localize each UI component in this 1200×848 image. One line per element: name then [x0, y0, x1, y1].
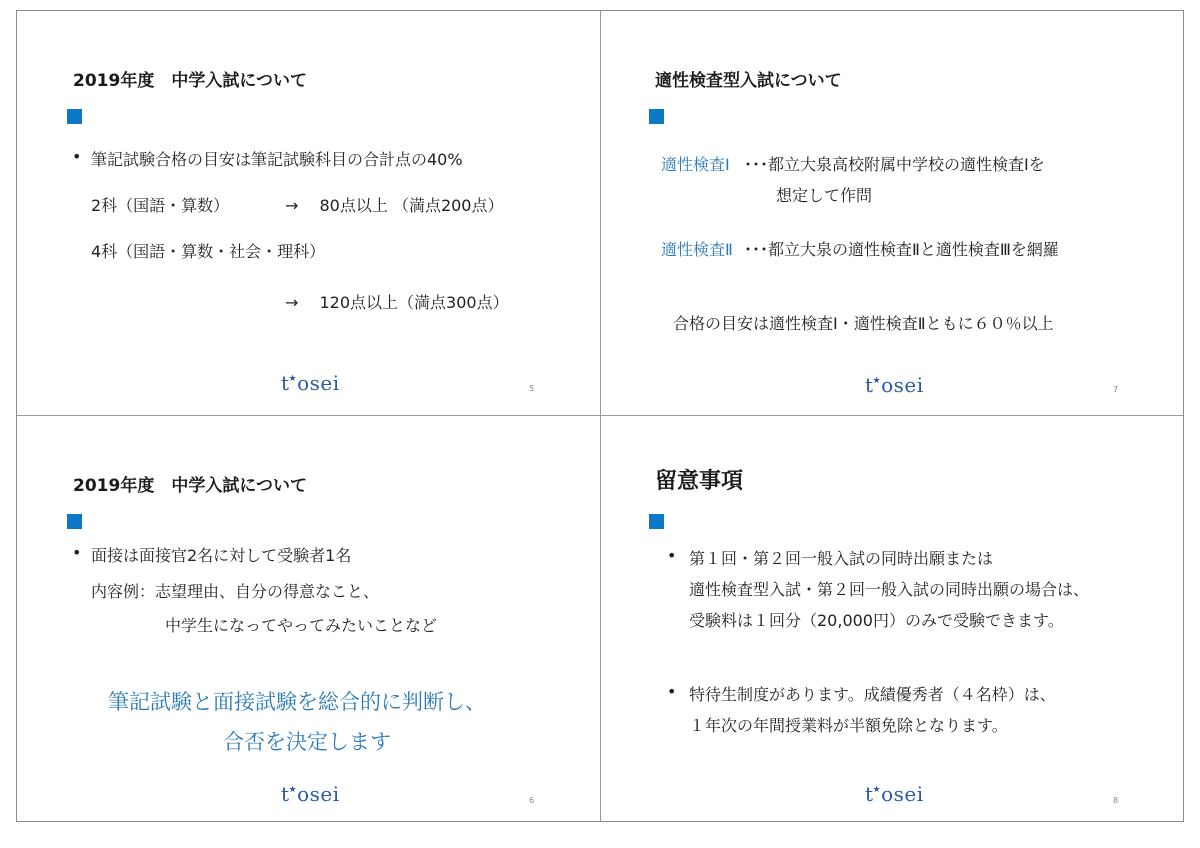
- bullet: •: [72, 543, 82, 562]
- tosei-logo: t★osei: [281, 371, 340, 395]
- text-line: 中学生になってやってみたいことなど: [165, 616, 438, 635]
- text-line: 筆記試験合格の目安は筆記試験科目の合計点の40%: [91, 150, 463, 169]
- text-line: 面接は面接官2名に対して受験者1名: [91, 546, 352, 565]
- bullet: •: [667, 682, 677, 701]
- star-icon: ★: [872, 376, 882, 386]
- text-line: 適性検査型入試・第２回一般入試の同時出願の場合は、: [689, 580, 1090, 599]
- accent-square: [67, 109, 82, 124]
- accent-square: [649, 514, 664, 529]
- accent-square: [649, 109, 664, 124]
- page-number: 8: [1113, 796, 1119, 805]
- slide-title: 留意事項: [655, 469, 744, 494]
- tosei-logo: t★osei: [865, 373, 924, 397]
- text-line: ･･･都立大泉の適性検査Ⅱと適性検査Ⅲを網羅: [744, 240, 1059, 259]
- conclusion-line: 筆記試験と面接試験を総合的に判断し、: [108, 690, 486, 714]
- page-number: 7: [1113, 385, 1119, 394]
- slide-title: 2019年度 中学入試について: [73, 476, 307, 496]
- text-line: 内容例：志望理由、自分の得意なこと、: [91, 582, 380, 601]
- star-icon: ★: [288, 374, 298, 384]
- slide-title: 適性検査型入試について: [655, 71, 842, 91]
- text-line: 第１回・第２回一般入試の同時出願または: [689, 549, 994, 568]
- conclusion-line: 合否を決定します: [223, 730, 391, 754]
- slide-5: [17, 11, 600, 415]
- slide-8: [601, 416, 1184, 820]
- tosei-logo: t★osei: [281, 782, 340, 806]
- star-icon: ★: [872, 785, 882, 795]
- text-line: 受験料は１回分（20,000円）のみで受験できます。: [689, 611, 1064, 630]
- bullet: •: [72, 147, 82, 166]
- text-line: 4科（国語・算数・社会・理科）: [91, 242, 326, 261]
- text-line: 想定して作問: [776, 186, 873, 205]
- text-line: １年次の年間授業料が半額免除となります。: [689, 716, 1008, 735]
- document-sheet: [16, 10, 1184, 822]
- slide-6: [17, 416, 600, 820]
- text-line: ･･･都立大泉高校附属中学校の適性検査Ⅰを: [744, 155, 1045, 174]
- bullet: •: [667, 546, 677, 565]
- text-line: 2科（国語・算数）: [91, 196, 230, 215]
- slide-title: 2019年度 中学入試について: [73, 71, 307, 91]
- text-line: 特待生制度があります。成績優秀者（４名枠）は、: [689, 685, 1056, 704]
- item-label: 適性検査Ⅱ: [661, 240, 733, 259]
- text-line: → 120点以上（満点300点）: [285, 293, 509, 312]
- slide-7: [601, 11, 1184, 415]
- text-line: 合格の目安は適性検査Ⅰ・適性検査Ⅱともに６０％以上: [673, 314, 1054, 333]
- tosei-logo: t★osei: [865, 782, 924, 806]
- page-number: 5: [529, 384, 535, 393]
- star-icon: ★: [288, 785, 298, 795]
- accent-square: [67, 514, 82, 529]
- text-line: → 80点以上 （満点200点）: [285, 196, 504, 215]
- item-label: 適性検査Ⅰ: [661, 155, 730, 174]
- page-number: 6: [529, 796, 535, 805]
